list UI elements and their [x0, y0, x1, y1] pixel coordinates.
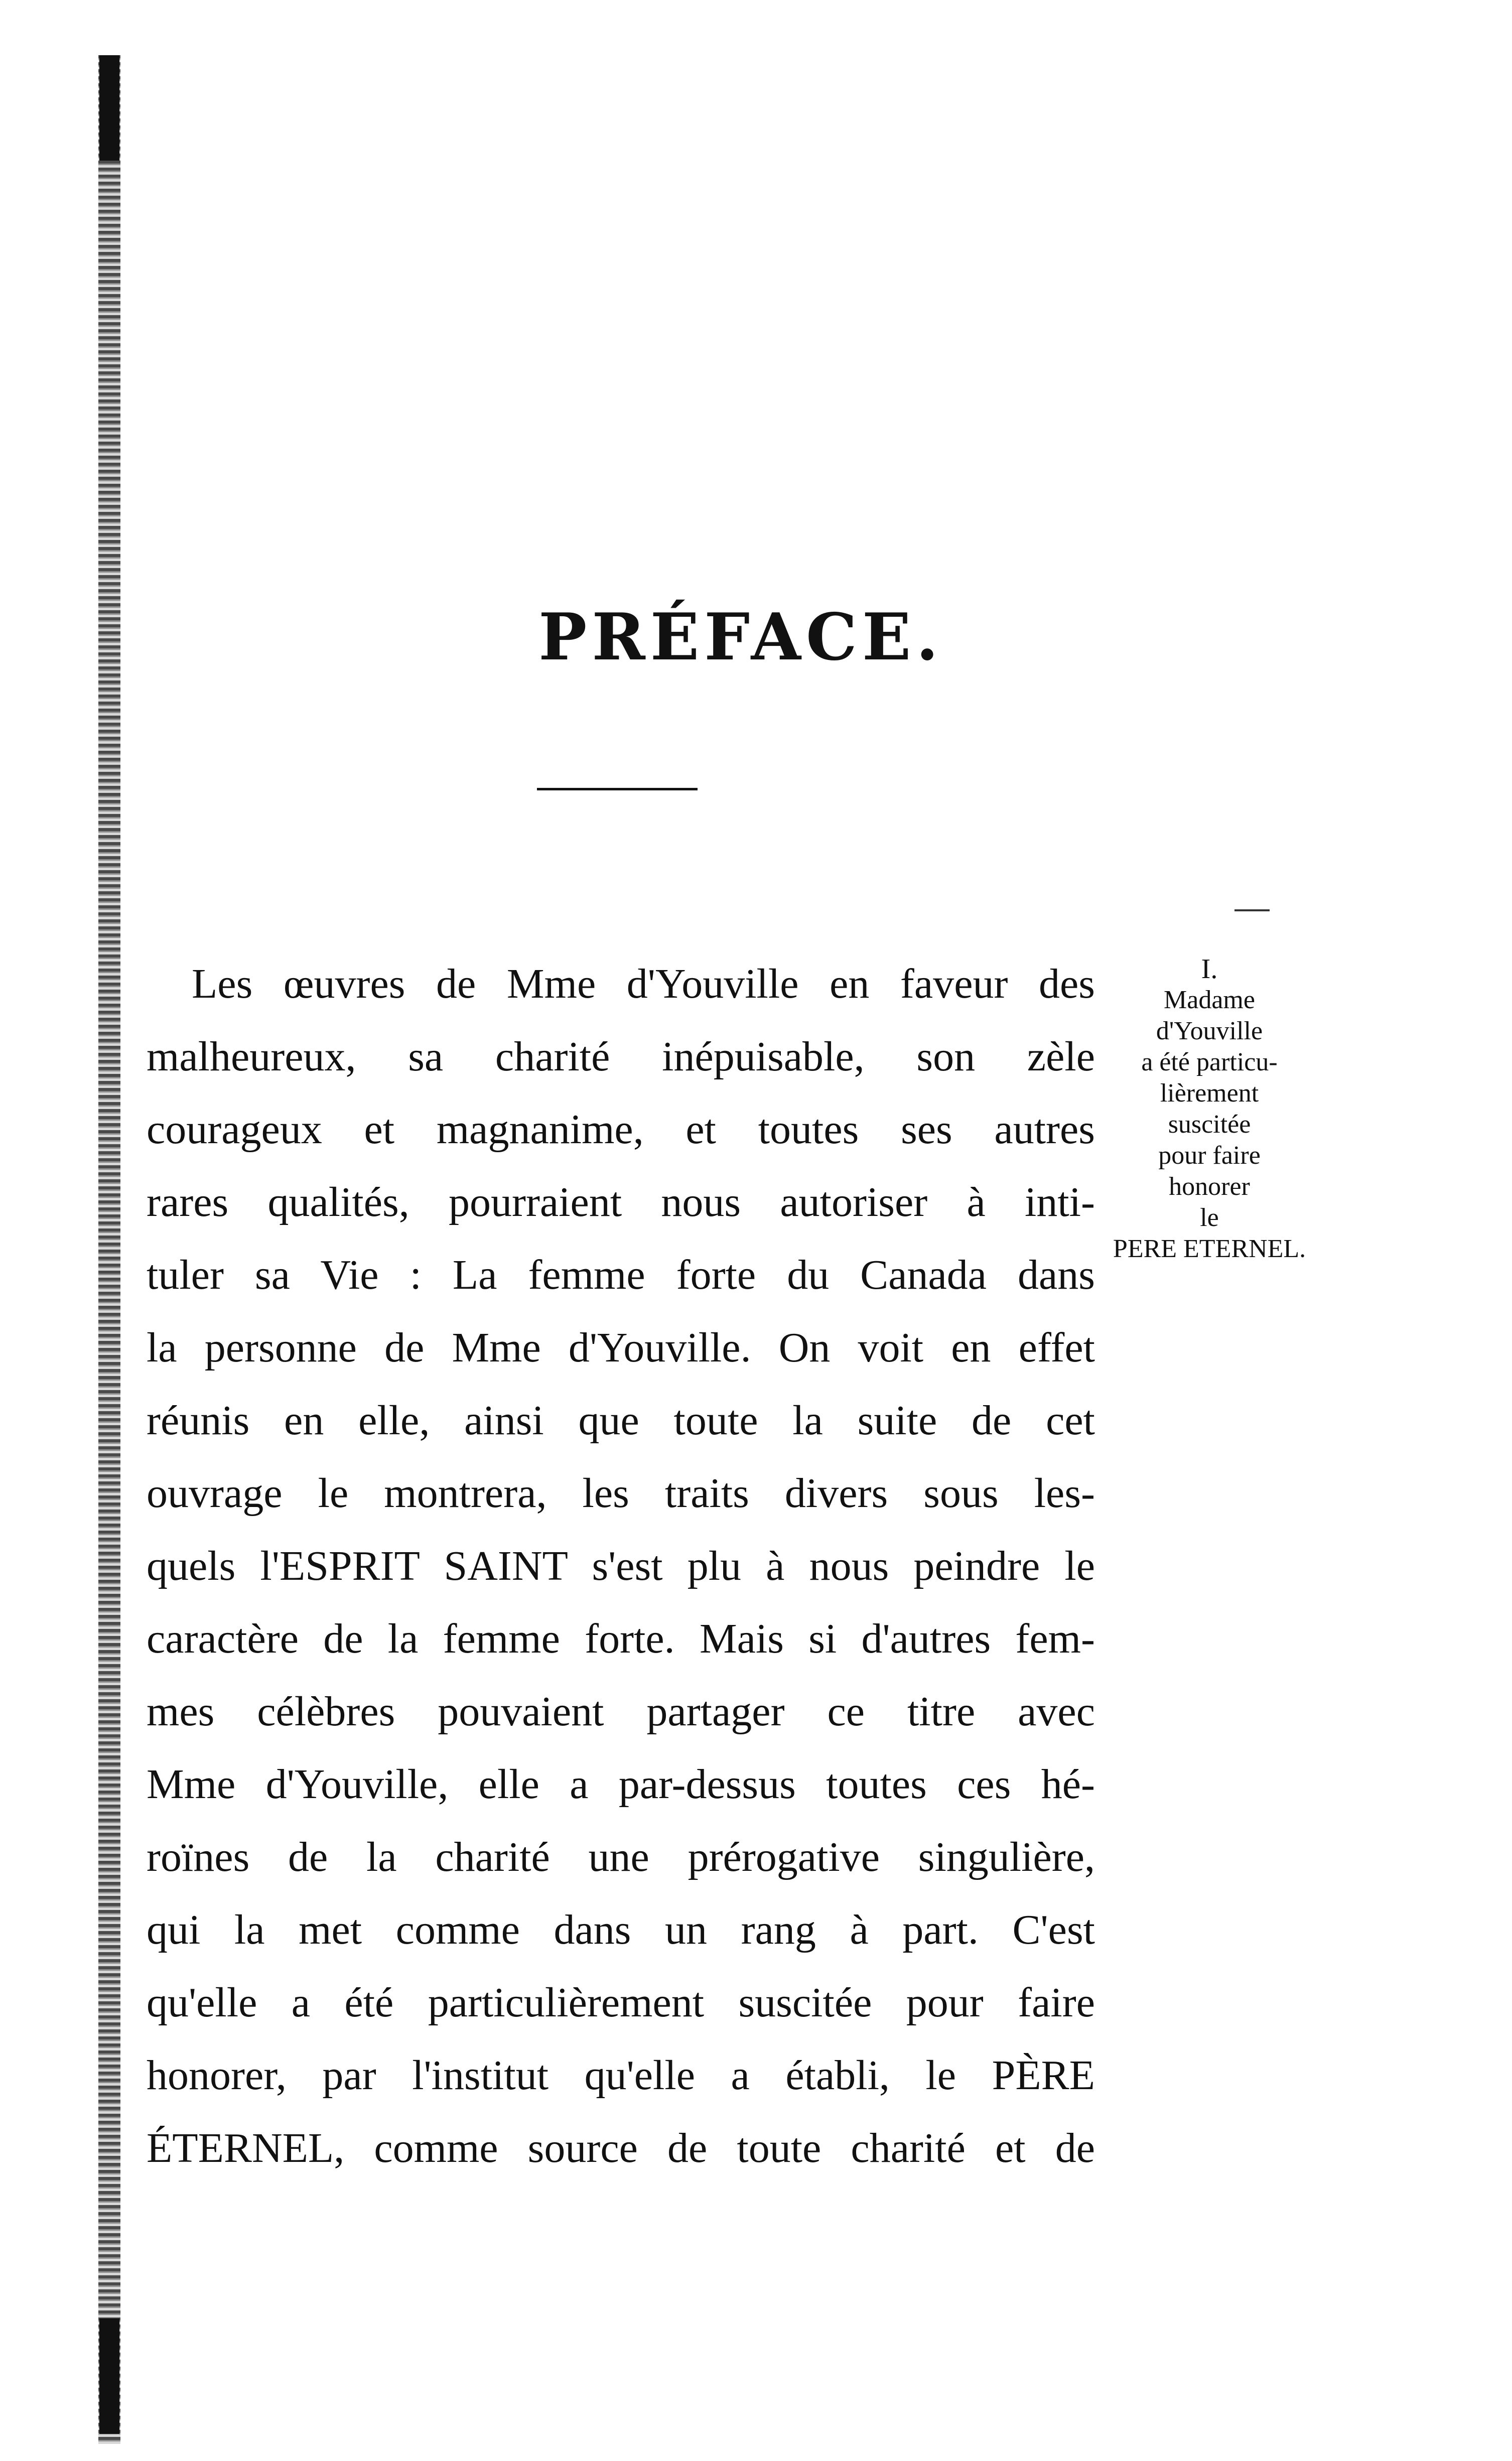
title-rule — [537, 788, 698, 790]
body-line: ÉTERNEL, comme source de toute charité et de — [147, 2125, 1095, 2171]
binding-edge-dark-top — [99, 55, 119, 161]
margin-note — [1094, 953, 1325, 1265]
body-line: honorer, par l'institut qu'elle a établi, le PÈRE — [147, 2052, 1095, 2099]
margin-note-line: d'Youville — [1156, 1017, 1263, 1045]
margin-note-line: lièrement — [1160, 1079, 1259, 1108]
body-paragraph — [147, 947, 1095, 2184]
page-title: PRÉFACE. — [538, 600, 943, 675]
margin-note-line: PERE ETERNEL. — [1113, 1235, 1306, 1263]
margin-note-line: suscitée — [1168, 1110, 1251, 1139]
body-line: Les œuvres de Mme d'Youville en faveur des — [192, 961, 1095, 1007]
body-line: tuler sa Vie : La femme forte du Canada dans — [147, 1252, 1095, 1298]
margin-rule — [1234, 909, 1270, 911]
margin-note-line: pour faire — [1158, 1141, 1261, 1170]
body-line: rares qualités, pourraient nous autoriser à inti- — [147, 1179, 1095, 1225]
margin-note-line: le — [1200, 1203, 1219, 1232]
body-line: quels l'ESPRIT SAINT s'est plu à nous peindre le — [147, 1543, 1095, 1589]
margin-note-line: honorer — [1169, 1172, 1250, 1201]
body-line: qui la met comme dans un rang à part. C'est — [147, 1906, 1095, 1953]
body-line: réunis en elle, ainsi que toute la suite de cet — [147, 1397, 1095, 1444]
margin-note-line: Madame — [1164, 986, 1255, 1014]
margin-note-line: a été particu- — [1141, 1048, 1278, 1076]
binding-edge — [98, 55, 120, 2444]
body-line: la personne de Mme d'Youville. On voit en effet — [147, 1324, 1095, 1371]
margin-note-number: I. — [1201, 953, 1218, 985]
body-line: roïnes de la charité une prérogative singulière, — [147, 1834, 1095, 1880]
body-line: mes célèbres pouvaient partager ce titre avec — [147, 1688, 1095, 1735]
body-line: courageux et magnanime, et toutes ses autres — [147, 1106, 1095, 1153]
body-line: qu'elle a été particulièrement suscitée pour faire — [147, 1979, 1095, 2026]
binding-edge-dark-bottom — [99, 2318, 119, 2434]
body-line: ouvrage le montrera, les traits divers sous les- — [147, 1470, 1095, 1517]
body-line: Mme d'Youville, elle a par-dessus toutes ces hé- — [147, 1761, 1095, 1808]
body-line: malheureux, sa charité inépuisable, son zèle — [147, 1033, 1095, 1080]
body-line: caractère de la femme forte. Mais si d'autres fem- — [147, 1615, 1095, 1662]
